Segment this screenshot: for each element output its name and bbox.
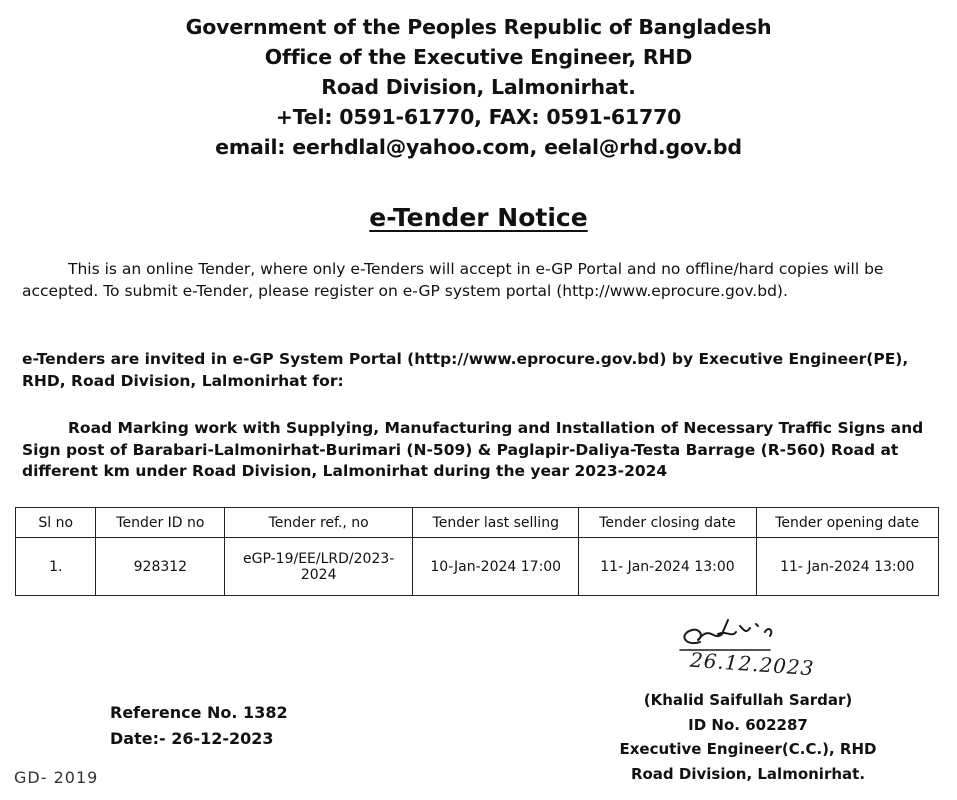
reference-date: Date:- 26-12-2023 [110,729,274,748]
signature-date: 26.12.2023 [689,647,816,681]
reference-number: Reference No. 1382 [110,703,288,722]
signatory-id: ID No. 602287 [688,715,808,734]
col-header-tender-ref: Tender ref., no [225,508,413,538]
footer-code: GD- 2019 [14,768,99,787]
notice-title-text: e-Tender Notice [369,203,588,232]
contact-email: email: eerhdlal@yahoo.com, eelal@rhd.gov.bd [215,135,742,159]
signatory-office: Road Division, Lalmonirhat. [630,764,866,783]
work-description: Road Marking work with Supplying, Manufacturing and Installation of Necessary Traffic Signs and Sign post of Barabari-Lalmonirhat-Burimari (N-509) & Paglapir-Daliya-Testa Barrage (R-560) Road at different km under Road Division, Lalmonirhat during the year 2023-2024 [22,419,924,480]
signatory-name: (Khalid Saifullah Sardar) [643,691,853,709]
cell-sl-no: 1. [16,538,96,596]
reference-block [110,700,288,752]
table-row [16,538,939,596]
contact-phone-fax: +Tel: 0591-61770, FAX: 0591-61770 [275,105,682,129]
cell-tender-id: 928312 [96,538,225,596]
cell-closing-date: 11- Jan-2024 13:00 [579,538,756,596]
col-header-tender-id: Tender ID no [96,508,225,538]
col-header-sl-no: Sl no [16,508,96,538]
cell-opening-date: 11- Jan-2024 13:00 [756,538,939,596]
tender-table [15,507,939,596]
cell-tender-ref: eGP-19/EE/LRD/2023-2024 [225,538,413,596]
table-header-row [16,508,939,538]
intro-paragraph: This is an online Tender, where only e-Tenders will accept in e-GP Portal and no offline/hard copies will be accepted. To submit e-Tender, please register on e-GP system portal (http://www.eprocure.gov.bd). [22,260,884,300]
signatory-block [603,688,893,786]
col-header-closing-date: Tender closing date [579,508,756,538]
govt-name: Government of the Peoples Republic of Bangladesh [185,15,772,39]
signatory-designation: Executive Engineer(C.C.), RHD [619,740,877,758]
letterhead [0,12,957,162]
office-name: Office of the Executive Engineer, RHD [264,45,693,69]
col-header-opening-date: Tender opening date [756,508,939,538]
notice-title [0,203,957,232]
invitation-paragraph: e-Tenders are invited in e-GP System Portal (http://www.eprocure.gov.bd) by Executive Engineer(PE), RHD, Road Division, Lalmonirhat for: [22,350,909,390]
division-name: Road Division, Lalmonirhat. [321,75,636,99]
cell-last-selling: 10-Jan-2024 17:00 [413,538,579,596]
col-header-last-selling: Tender last selling [413,508,579,538]
